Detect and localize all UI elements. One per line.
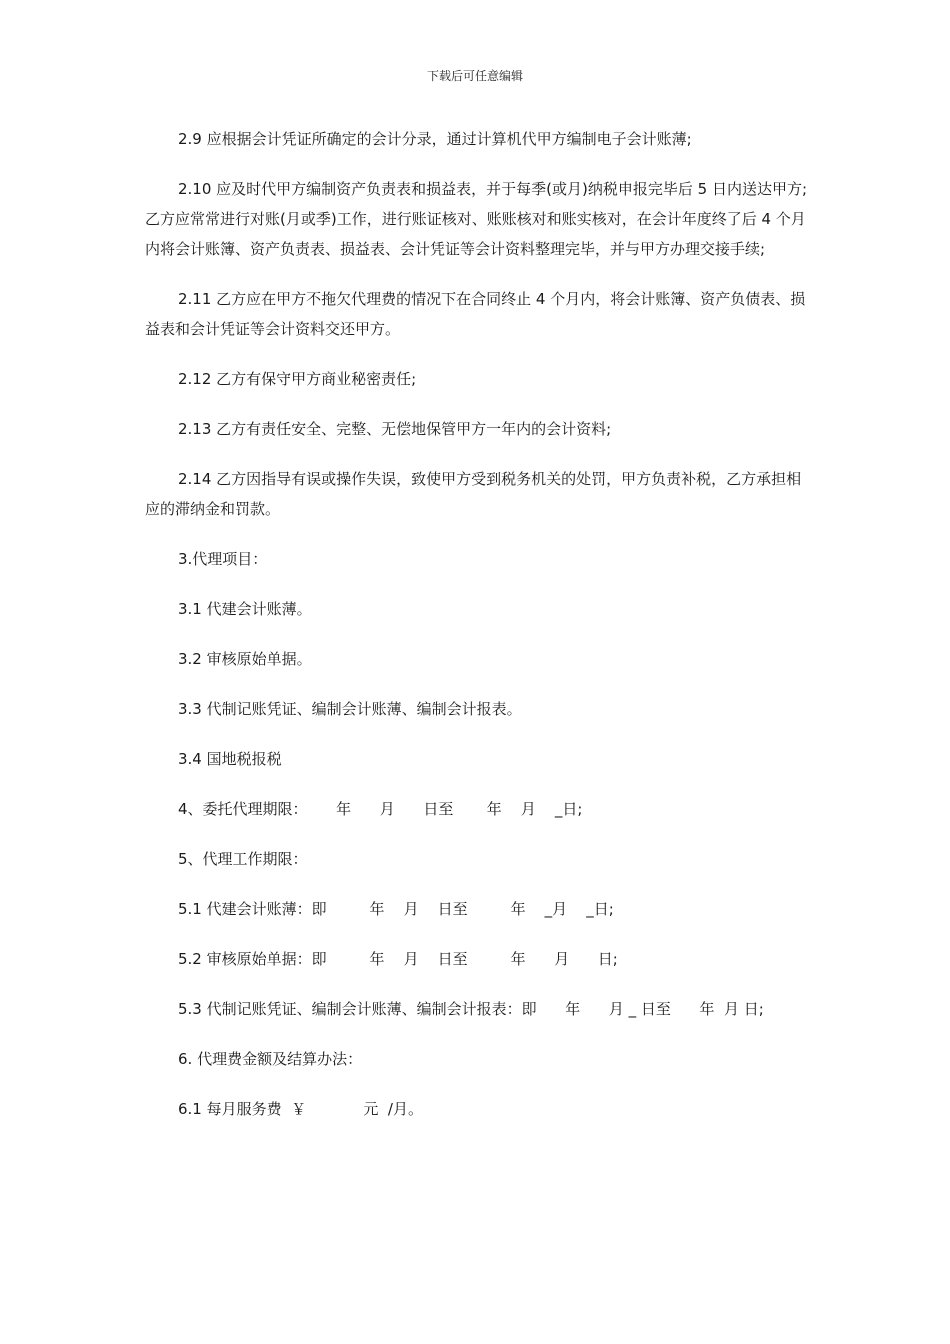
clause-2-11: 2.11 乙方应在甲方不拖欠代理费的情况下在合同终止 4 个月内，将会计账簿、资产负债表、损益表和会计凭证等会计资料交还甲方。	[145, 290, 806, 338]
clause-3-3: 3.3 代制记账凭证、编制会计账薄、编制会计报表。	[178, 700, 522, 718]
clause-2-14: 2.14 乙方因指导有误或操作失误，致使甲方受到税务机关的处罚，甲方负责补税，乙方承担相应的滞纳金和罚款。	[145, 470, 802, 518]
page-header: 下载后可任意编辑	[426, 69, 523, 83]
clause-2-9: 2.9 应根据会计凭证所确定的会计分录，通过计算机代甲方编制电子会计账薄;	[178, 130, 692, 148]
section-3-heading: 3.代理项目：	[178, 550, 268, 568]
clause-2-10: 2.10 应及时代甲方编制资产负责表和损益表，并于每季(或月)纳税申报完毕后 5 日内送达甲方;乙方应常常进行对账(月或季)工作，进行账证核对、账账核对和账实核对，在会计年度终了后 4 个月内将会计账簿、资产负责表、损益表、会计凭证等会计资料整理完毕，并与甲方办理交接手续;	[145, 180, 808, 258]
section-6-heading: 6. 代理费金额及结算办法：	[178, 1050, 363, 1068]
section-5-heading: 5、代理工作期限：	[178, 850, 308, 868]
clause-2-13: 2.13 乙方有责任安全、完整、无偿地保管甲方一年内的会计资料;	[178, 420, 612, 438]
clause-6-1: 6.1 每月服务费 ￥ 元 /月。	[178, 1100, 423, 1118]
clause-5-3: 5.3 代制记账凭证、编制会计账薄、编制会计报表：即 年 月 _ 日至 年 月 日;	[178, 1000, 764, 1018]
document-body	[145, 124, 813, 1144]
clause-3-4: 3.4 国地税报税	[178, 750, 282, 768]
clause-2-12: 2.12 乙方有保守甲方商业秘密责任;	[178, 370, 417, 388]
section-4-term: 4、委托代理期限： 年 月 日至 年 月 _日;	[178, 800, 583, 818]
clause-5-1: 5.1 代建会计账薄：即 年 月 日至 年 _月 _日;	[178, 900, 614, 918]
clause-5-2: 5.2 审核原始单据：即 年 月 日至 年 月 日;	[178, 950, 618, 968]
clause-3-2: 3.2 审核原始单据。	[178, 650, 312, 668]
clause-3-1: 3.1 代建会计账薄。	[178, 600, 312, 618]
